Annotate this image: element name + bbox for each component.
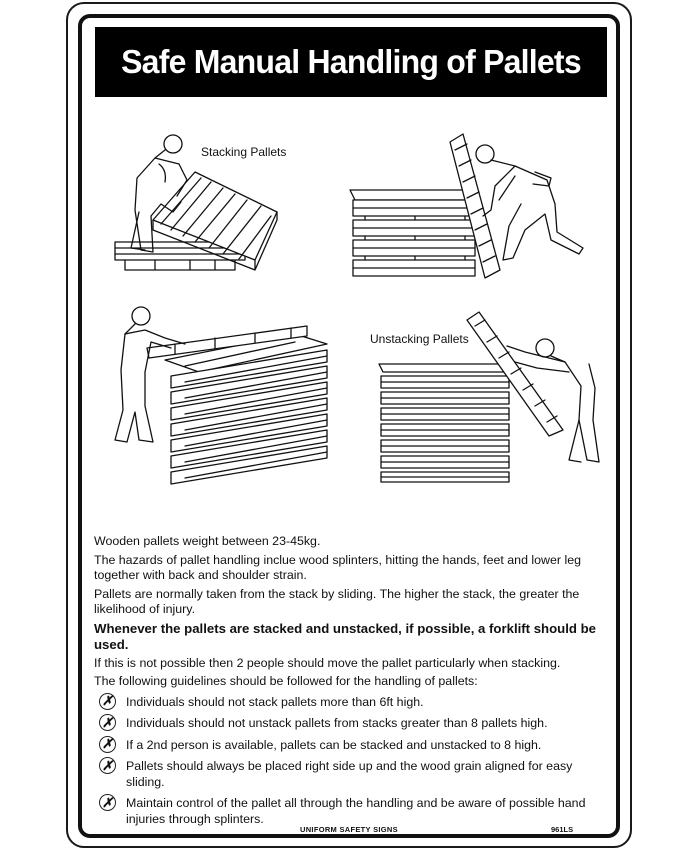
sign-body	[94, 534, 608, 833]
paragraph-forklift: Whenever the pallets are stacked and unstacked, if possible, a forklift should be used.	[94, 620, 596, 652]
paragraph-guidelines-intro: The following guidelines should be followed for the handling of pallets:	[94, 674, 478, 688]
paragraph-hazards: The hazards of pallet handling inclue wood splinters, hitting the hands, feet and lower leg together with back and shoulder strain.	[94, 552, 581, 582]
footer-brand: UNIFORM SAFETY SIGNS	[300, 825, 398, 834]
list-item	[94, 716, 608, 732]
guidelines-list	[94, 695, 608, 828]
paragraph-two-people: If this is not possible then 2 people should move the pallet particularly when stacking.	[94, 655, 561, 670]
caption-stacking: Stacking Pallets	[201, 145, 287, 159]
x-mark-icon: ✗	[99, 794, 116, 811]
guideline-text: Individuals should not stack pallets more than 6ft high.	[126, 694, 424, 709]
list-item	[94, 695, 608, 711]
guideline-text: Maintain control of the pallet all through the handling and be aware of possible hand injuries through splinters.	[126, 796, 586, 826]
list-item	[94, 759, 608, 790]
paragraph-sliding: Pallets are normally taken from the stack by sliding. The higher the stack, the greater the likelihood of injury.	[94, 586, 580, 616]
x-mark-icon: ✗	[99, 714, 116, 731]
stacking-illustration-2	[350, 134, 583, 278]
list-item	[94, 738, 608, 754]
pallet-illustrations	[95, 120, 607, 500]
guideline-text: Individuals should not unstack pallets from stacks greater than 8 pallets high.	[126, 716, 548, 730]
caption-unstacking: Unstacking Pallets	[370, 332, 469, 346]
paragraph-weight: Wooden pallets weight between 23-45kg.	[94, 534, 321, 548]
guideline-text: If a 2nd person is available, pallets can be stacked and unstacked to 8 high.	[126, 737, 542, 752]
x-mark-icon: ✗	[99, 693, 116, 710]
x-mark-icon: ✗	[99, 736, 116, 753]
stacking-illustration-3	[115, 307, 327, 484]
list-item	[94, 796, 608, 827]
sign-title: Safe Manual Handling of Pallets	[121, 43, 581, 80]
title-banner	[95, 27, 607, 97]
footer-code: 961LS	[551, 825, 574, 834]
guideline-text: Pallets should always be placed right side up and the wood grain aligned for easy sliding.	[126, 759, 573, 789]
x-mark-icon: ✗	[99, 757, 116, 774]
